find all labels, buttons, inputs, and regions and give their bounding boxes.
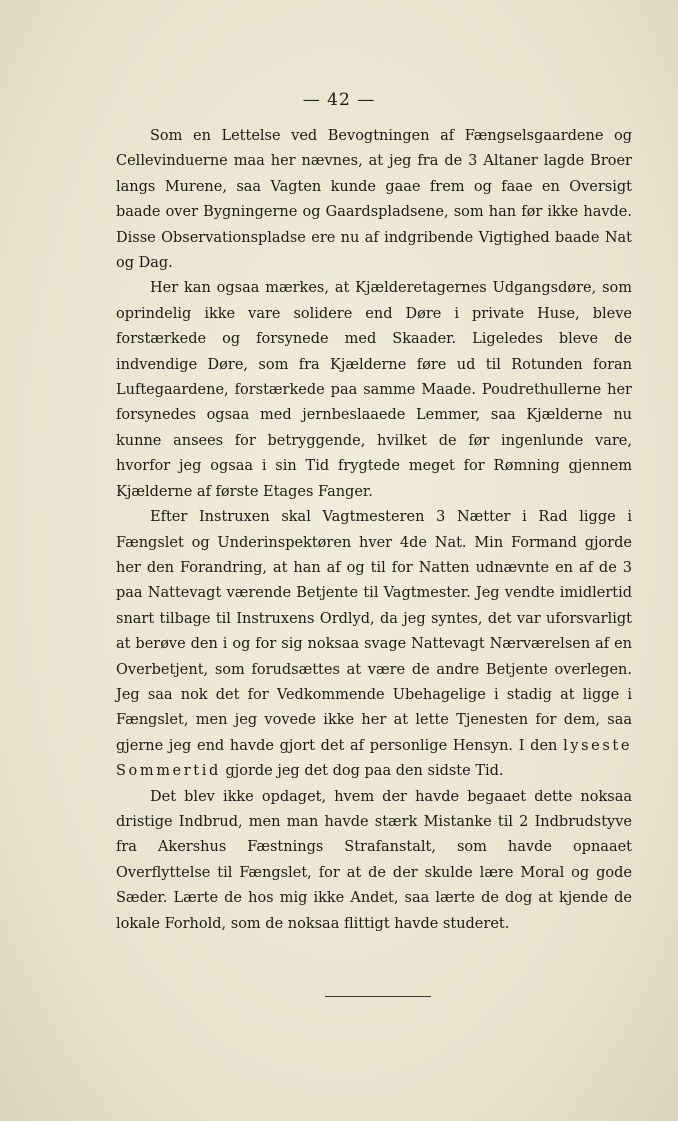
section-divider xyxy=(325,996,431,997)
body-text xyxy=(116,124,632,937)
paragraph-cellar-doors: Her kan ogsaa mærkes, at Kjælderetagernes Udgangsdøre, som oprindelig ikke vare solidere end Døre i private Huse, bleve forstærkede og forsynede med Skaader. Ligeledes bleve de indvendige Døre, som fra Kjælderne føre ud til Rotunden foran Luftegaardene, forstærkede paa samme Maade. Poudrethullerne her forsynedes ogsaa med jernbeslaaede Lemmer, saa Kjælderne nu kunne ansees for betryggende, hvilket de før ingenlunde vare, hvorfor jeg ogsaa i sin Tid frygtede meget for Rømning gjennem Kjælderne af første Etages Fanger. xyxy=(116,280,632,500)
emphasized-phrase: lyseste Sommertid xyxy=(116,737,633,780)
night-watch-ending: gjorde jeg det dog paa den sidste Tid. xyxy=(225,763,504,780)
paragraph-night-watch xyxy=(116,505,632,784)
night-watch-text: Efter Instruxen skal Vagtmesteren 3 Nætter i Rad ligge i Fængslet og Underinspektøren hver 4de Nat. Min Formand gjorde her den Forandring, at han af og til for Natten udnævnte en af de 3 paa Nattevagt værende Betjente til Vagtmester. Jeg vendte imidlertid snart tilbage til Instruxens Ordlyd, da jeg syntes, det var uforsvarligt at berøve den i og for sig noksaa svage Nattevagt Nærværelsen af en Overbetjent, som forudsættes at være de andre Betjente overlegen. Jeg saa nok det for Vedkommende Ubehagelige i stadig at ligge i Fængslet, men jeg vovede ikke her at lette Tjenesten for dem, saa gjerne jeg end havde gjort det af personlige Hensyn. I den xyxy=(116,509,632,754)
paragraph-bridges: Som en Lettelse ved Bevogtningen af Fængselsgaardene og Cellevinduerne maa her nævnes, at jeg fra de 3 Altaner lagde Broer langs Murene, saa Vagten kunde gaae frem og faae en Oversigt baade over Bygningerne og Gaardspladsene, som han før ikke havde. Disse Observationspladse ere nu af indgribende Vigtighed baade Nat og Dag. xyxy=(116,128,632,272)
page-number: — 42 — xyxy=(302,90,376,110)
paragraph-burglary: Det blev ikke opdaget, hvem der havde begaaet dette noksaa dristige Indbrud, men man havde stærk Mistanke til 2 Indbrudstyve fra Akershus Fæstnings Strafanstalt, som havde opnaaet Overflyttelse til Fængslet, for at de der skulde lære Moral og gode Sæder. Lærte de hos mig ikke Andet, saa lærte de dog at kjende de lokale Forhold, som de noksaa flittigt havde studeret. xyxy=(116,788,632,932)
